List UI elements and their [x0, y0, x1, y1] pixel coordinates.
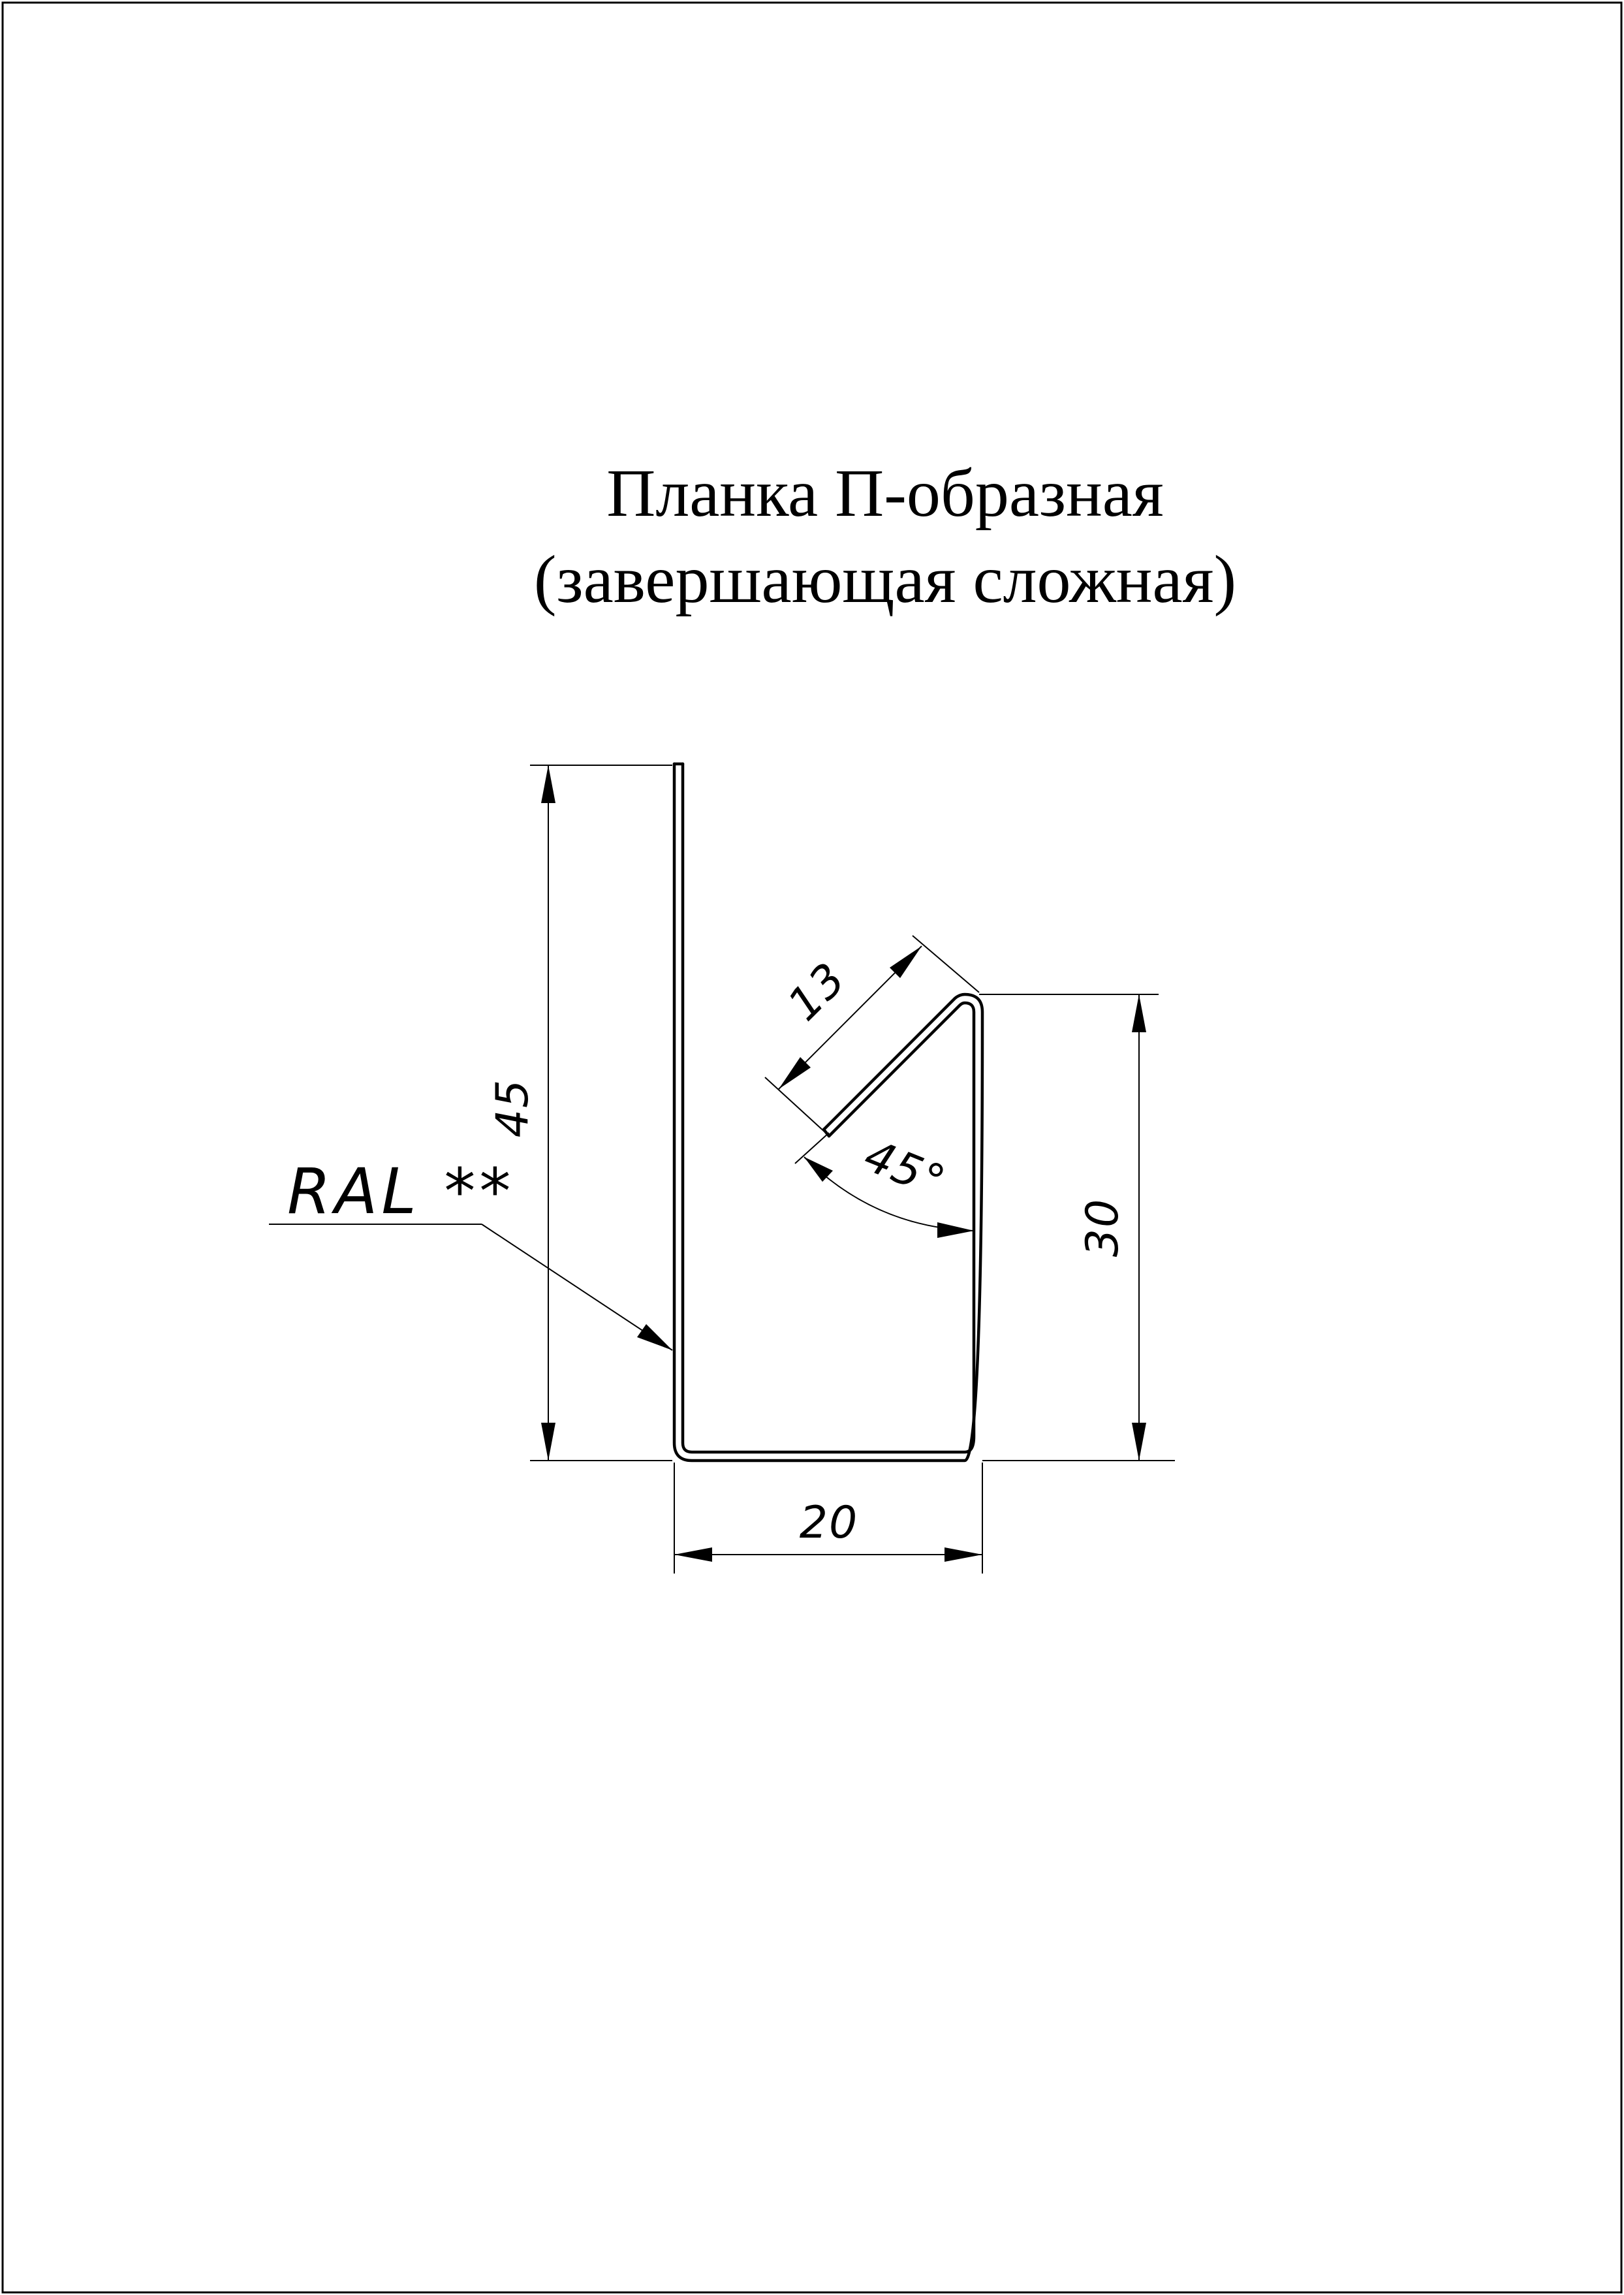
- dimension-flange-length: [765, 936, 979, 1133]
- extension-line-flange-top: [913, 936, 979, 992]
- dimension-label-20: 20: [799, 1497, 859, 1549]
- profile-section: [674, 764, 982, 1461]
- dimension-height-total: [487, 765, 672, 1461]
- profile-inner-contour: [683, 764, 974, 1452]
- arrowhead-angle-end: [937, 1222, 974, 1238]
- callout-arrowhead: [637, 1324, 672, 1350]
- arrowhead-right: [945, 1547, 982, 1562]
- ral-callout: [269, 1155, 672, 1350]
- dimension-label-30: 30: [1077, 1197, 1129, 1258]
- extension-line-flange-bottom: [765, 1077, 826, 1133]
- arrowhead-up: [1132, 994, 1146, 1032]
- dimension-label-45-degrees: 45°: [856, 1130, 953, 1209]
- arrowhead-left: [674, 1547, 712, 1562]
- dimension-flange-angle: [795, 1130, 974, 1238]
- dimension-width-bottom: [674, 1463, 982, 1574]
- angle-extension-line: [795, 1133, 829, 1163]
- arrowhead-down: [1132, 1423, 1146, 1461]
- dimension-label-13: 13: [778, 953, 857, 1032]
- dimension-label-45: 45: [487, 1078, 539, 1138]
- arrowhead-down: [541, 1423, 555, 1461]
- ral-callout-label: RAL **: [287, 1155, 515, 1228]
- dimension-height-right: [979, 994, 1175, 1461]
- drawing-title-line-1: Планка П-образная: [606, 456, 1164, 531]
- drawing-title-line-2: (завершающая сложная): [533, 542, 1237, 617]
- profile-outer-contour: [674, 764, 982, 1461]
- arrowhead-up: [541, 765, 555, 803]
